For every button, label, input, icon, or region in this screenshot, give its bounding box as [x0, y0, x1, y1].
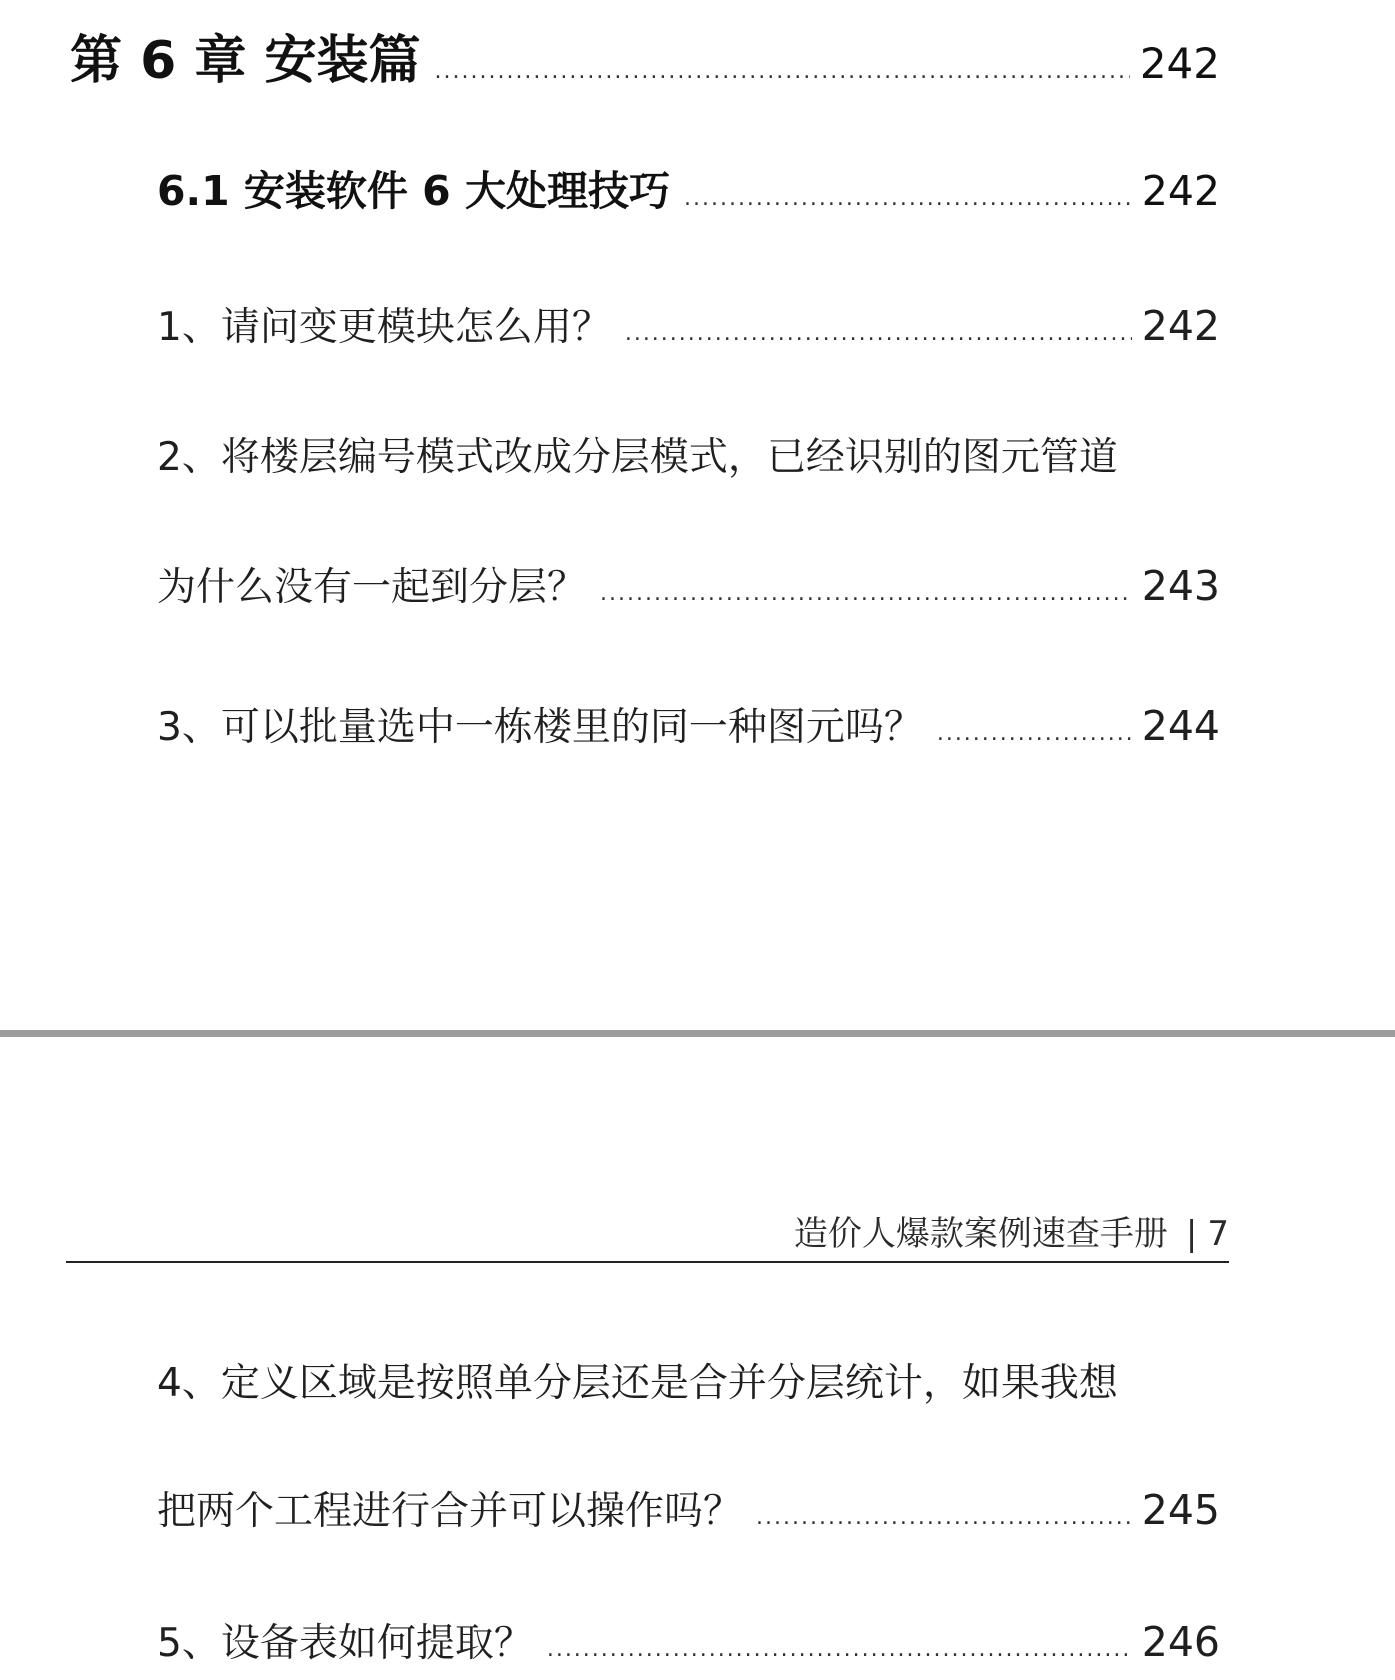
toc-chapter-entry[interactable] [70, 18, 1220, 93]
leader-dots [937, 721, 1132, 746]
toc-item-page-number: 246 [1141, 1618, 1220, 1666]
toc-item-4-line1[interactable]: 4、定义区域是按照单分层还是合并分层统计，如果我想 [157, 1361, 1118, 1406]
toc-item-page-number: 244 [1141, 702, 1220, 750]
section-page-number: 242 [1141, 167, 1220, 215]
section-title: 6.1 安装软件 6 大处理技巧 [157, 167, 670, 215]
toc-item-title: 1、请问变更模块怎么用？ [157, 305, 611, 350]
leader-dots [625, 321, 1132, 346]
book-title: 造价人爆款案例速查手册 [793, 1214, 1168, 1254]
leader-dots [547, 1637, 1132, 1662]
page-break-divider [0, 1030, 1395, 1037]
leader-dots [756, 1505, 1132, 1530]
toc-item-title: 5、设备表如何提取？ [157, 1621, 533, 1666]
toc-item-2[interactable] [157, 556, 1220, 612]
toc-section-entry[interactable] [157, 158, 1220, 217]
toc-item-title-continued: 为什么没有一起到分层？ [157, 565, 587, 610]
running-header [66, 1206, 1229, 1263]
toc-item-5[interactable] [157, 1612, 1220, 1668]
toc-item-page-number: 242 [1141, 302, 1220, 350]
toc-item-title: 3、可以批量选中一栋楼里的同一种图元吗？ [157, 705, 923, 750]
toc-item-2-line1[interactable]: 2、将楼层编号模式改成分层模式，已经识别的图元管道 [157, 435, 1118, 480]
toc-item-page-number: 245 [1141, 1486, 1220, 1534]
toc-item-1[interactable] [157, 296, 1220, 352]
toc-item-4[interactable] [157, 1480, 1220, 1536]
header-separator: | [1185, 1214, 1198, 1254]
chapter-page-number: 242 [1139, 39, 1220, 88]
toc-item-title-continued: 把两个工程进行合并可以操作吗？ [157, 1489, 743, 1534]
leader-dots [600, 581, 1132, 606]
chapter-title: 第 6 章 安装篇 [70, 31, 421, 91]
header-page-number: 7 [1207, 1214, 1229, 1254]
toc-item-3[interactable] [157, 696, 1220, 752]
toc-item-page-number: 243 [1141, 562, 1220, 610]
leader-dots [435, 59, 1130, 84]
leader-dots [684, 186, 1132, 211]
